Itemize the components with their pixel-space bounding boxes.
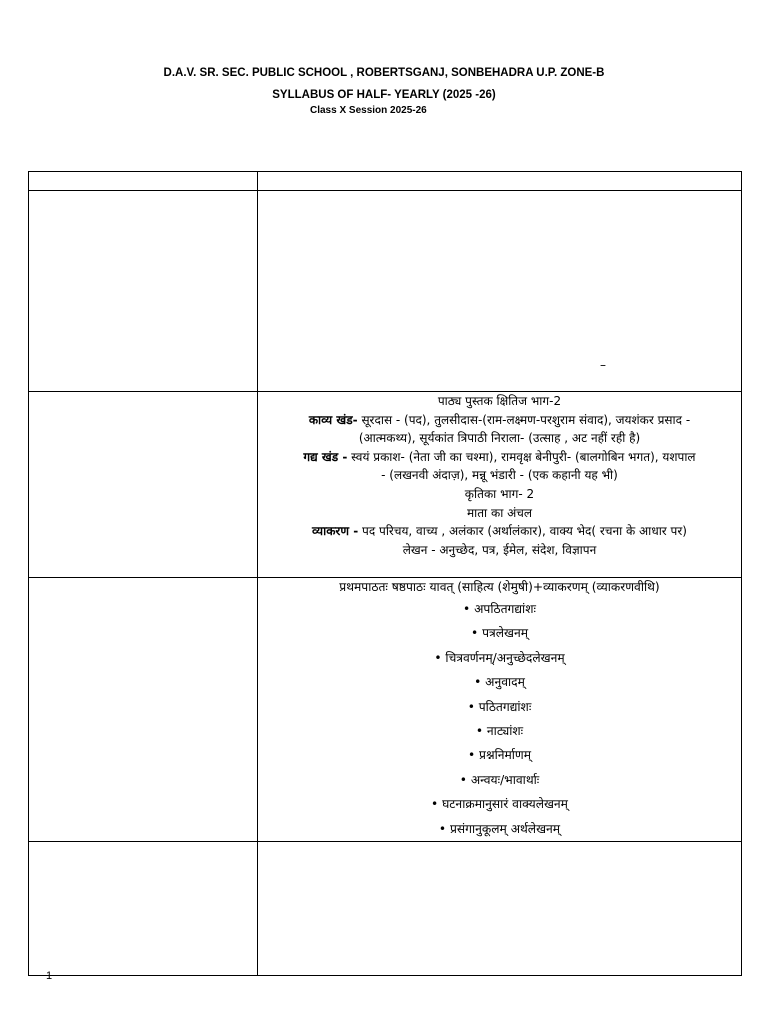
table-row: [29, 841, 742, 975]
table-cell: [258, 191, 742, 392]
vyakaran-label: व्याकरण -: [312, 524, 359, 539]
table-cell: [29, 172, 258, 191]
gadya-khand: [258, 448, 741, 467]
hindi-textbook: पाठ्य पुस्तक क्षितिज भाग-2: [437, 394, 562, 408]
page-number: 1: [46, 970, 53, 982]
table-cell: [258, 841, 742, 975]
kavya-khand: [258, 411, 741, 430]
table-cell: [29, 841, 258, 975]
table-row-hindi: [29, 392, 742, 578]
list-item: • नाट्यांशः: [475, 723, 524, 738]
gadya-text: स्वयं प्रकाश- (नेता जी का चश्मा), रामवृक्ष बेनीपुरी- (बालगोबिन भगत), यशपाल: [347, 449, 696, 464]
syllabus-title: SYLLABUS OF HALF- YEARLY (2025 -26): [272, 89, 496, 101]
kavya-khand-continued: (आत्मकथ्य), सूर्यकांत त्रिपाठी निराला- (उत्साह , अट नहीं रही है): [358, 431, 641, 446]
gadya-label: गद्य खंड -: [303, 449, 348, 464]
list-item: • अपठितगद्यांशः: [463, 602, 536, 616]
syllabus-table: [28, 171, 742, 976]
school-name: D.A.V. SR. SEC. PUBLIC SCHOOL , ROBERTSGANJ, SONBEHADRA U.P. ZONE-B: [163, 67, 605, 79]
vyakaran: [258, 522, 741, 541]
list-item: • प्रश्ननिर्माणम्: [467, 748, 532, 763]
table-header-row: [29, 172, 742, 191]
vyakaran-text: पद परिचय, वाच्य , अलंकार (अर्थालंकार), वाक्य भेद( रचना के आधार पर): [358, 524, 687, 539]
list-item: • घटनाक्रमानुसारं वाक्यलेखनम्: [431, 797, 568, 812]
list-item: • अन्वयः/भावार्थाः: [459, 772, 540, 787]
class-session: Class X Session 2025-26: [310, 105, 427, 116]
dash-mark: –: [600, 358, 606, 372]
hindi-syllabus-cell: [258, 392, 742, 578]
list-item: • अनुवादम्: [474, 675, 525, 690]
subject-cell: [29, 578, 258, 842]
list-item: • पठितगद्यांशः: [467, 699, 532, 714]
kritika-textbook: कृतिका भाग- 2: [464, 486, 535, 501]
lekhan: लेखन - अनुच्छेद, पत्र, ईमेल, संदेश, विज्ञापन: [402, 542, 597, 557]
subject-cell: [29, 392, 258, 578]
kavya-label: काव्य खंड-: [308, 412, 358, 427]
table-row-sanskrit: [29, 578, 742, 842]
gadya-khand-continued: - (लखनवी अंदाज़), मन्नू भंडारी - (एक कहानी यह भी): [381, 468, 618, 483]
table-cell: [29, 191, 258, 392]
list-item: • प्रसंगानुकूलम् अर्थलेखनम्: [438, 821, 561, 836]
list-item: • पत्रलेखनम्: [471, 626, 528, 641]
list-item: • चित्रवर्णनम्/अनुच्छेदलेखनम्: [434, 650, 565, 665]
kritika-chapter: माता का अंचल: [466, 505, 533, 520]
sanskrit-heading: प्रथमपाठतः षष्ठपाठः यावत् (साहित्य (शेमुषी)+व्याकरणम् (व्याकरणवीथि): [339, 580, 660, 594]
table-cell: [258, 172, 742, 191]
sanskrit-syllabus-cell: [258, 578, 742, 842]
kavya-text: सूरदास - (पद), तुलसीदास-(राम-लक्ष्मण-परशुराम संवाद), जयशंकर प्रसाद -: [357, 412, 691, 427]
table-row: [29, 191, 742, 392]
